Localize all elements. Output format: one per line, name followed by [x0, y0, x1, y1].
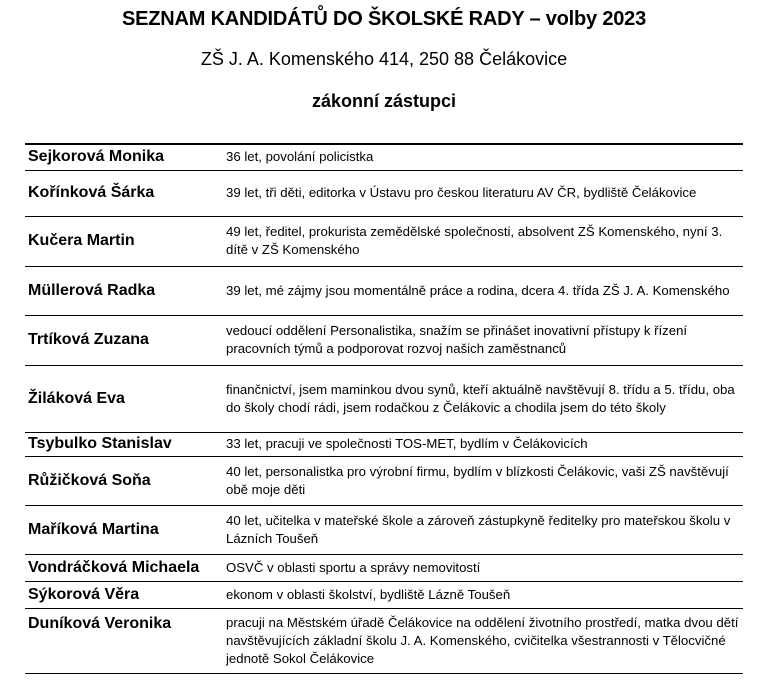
- candidate-description: pracuji na Městském úřadě Čelákovice na oddělení životního prostředí, matka dvou dětí navštěvujících základní školu J. A. Komenského, cvičitelka všestrannosti v Tělocvičné jednotě Sokol Čelákovice: [226, 614, 739, 666]
- candidate-name: Kučera Martin: [28, 232, 135, 249]
- document-subtitle: zákonní zástupci: [311, 91, 457, 111]
- candidate-name: Růžičková Soňa: [28, 471, 151, 489]
- table-row: [25, 216, 743, 266]
- candidate-name: Maříková Martina: [28, 520, 159, 538]
- table-row: [25, 432, 743, 456]
- candidate-name: Tsybulko Stanislav: [28, 435, 172, 452]
- candidate-description: 40 let, učitelka v mateřské škole a zároveň zástupkyně ředitelky pro mateřskou školu v Lázních Toušeň: [226, 512, 731, 546]
- candidate-description: finančnictví, jsem maminkou dvou synů, kteří aktuálně navštěvují 8. třídu a 5. třídu, oba do školy chodí rádi, jsem rodačkou z Čelákovic a chodila jsem do této školy: [226, 381, 735, 415]
- candidate-name: Kořínková Šárka: [28, 184, 155, 201]
- candidate-name: Sýkorová Věra: [28, 585, 140, 603]
- candidate-description: 39 let, mé zájmy jsou momentálně práce a rodina, dcera 4. třída ZŠ J. A. Komenského: [226, 282, 730, 298]
- document-title: SEZNAM KANDIDÁTŮ DO ŠKOLSKÉ RADY – volby 2023: [121, 8, 647, 30]
- candidates-table: [25, 143, 743, 674]
- table-row: [25, 456, 743, 505]
- candidate-description: 39 let, tři děti, editorka v Ústavu pro českou literaturu AV ČR, bydliště Čelákovice: [226, 185, 697, 200]
- candidate-description: 40 let, personalistka pro výrobní firmu, bydlím v blízkosti Čelákovic, vaši ZŠ navštěvují obě moje děti: [226, 463, 729, 497]
- candidate-description: 49 let, ředitel, prokurista zemědělské společnosti, absolvent ZŠ Komenského, nyní 3. dítě v ZŠ Komenského: [226, 224, 723, 257]
- table-row: [25, 144, 743, 170]
- table-row: [25, 170, 743, 216]
- candidate-name: Trtíková Zuzana: [28, 331, 149, 348]
- table-row: [25, 315, 743, 365]
- table-row: [25, 554, 743, 581]
- candidate-description: OSVČ v oblasti sportu a správy nemovitostí: [226, 559, 481, 575]
- table-row: [25, 608, 743, 673]
- table-row: [25, 266, 743, 315]
- candidate-description: vedoucí oddělení Personalistika, snažím se přinášet inovativní přístupy k řízení pracovních týmů a podporovat rozvoj našich zaměstnanců: [226, 323, 688, 356]
- table-row: [25, 365, 743, 432]
- candidate-name: Vondráčková Michaela: [28, 558, 200, 576]
- candidate-description: 33 let, pracuji ve společnosti TOS-MET, bydlím v Čelákovicích: [226, 436, 588, 451]
- school-address: ZŠ J. A. Komenského 414, 250 88 Čelákovice: [200, 49, 568, 69]
- table-row: [25, 505, 743, 554]
- candidate-description: 36 let, povolání policistka: [226, 149, 374, 165]
- candidate-name: Žiláková Eva: [28, 389, 125, 407]
- candidate-name: Müllerová Radka: [28, 281, 156, 299]
- candidate-name: Sejkorová Monika: [28, 148, 165, 166]
- table-row: [25, 581, 743, 608]
- candidate-description: ekonom v oblasti školství, bydliště Lázně Toušeň: [226, 586, 511, 602]
- candidate-name: Duníková Veronika: [28, 614, 172, 632]
